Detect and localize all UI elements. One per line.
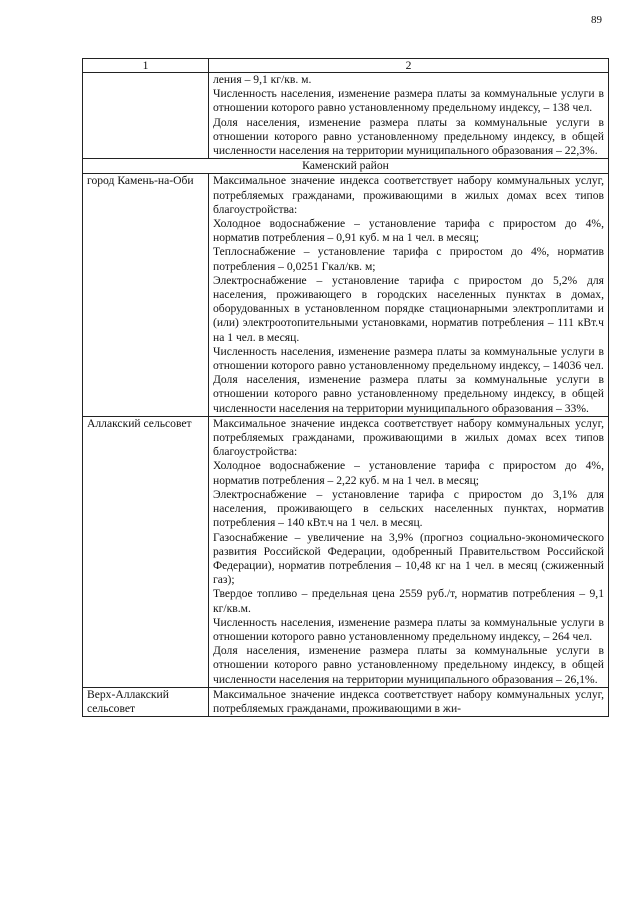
municipality-name-text: город Камень-на-Оби (87, 174, 194, 188)
paragraph: Газоснабжение – увеличение на 3,9% (прогноз социально-экономического развития Российской Федерации, одобренный Правительством Российской Федерации), норматив потребления – 10,48 кг на 1 чел. в месяц (сжиженный газ); (213, 530, 604, 587)
paragraph: Доля населения, изменение размера платы за коммунальные услуги в отношении которого равно установленному предельному индексу, в общей численности населения на территории муниципального образования – 33%. (213, 373, 604, 415)
paragraph: Электроснабжение – установление тарифа с приростом до 5,2% для населения, проживающего в городских населенных пунктах в домах, оборудованных в установленном порядке стационарными электроплитами и (или) электроотопительными установками, норматив потребления – 111 кВт.ч на 1 чел. в месяц. (213, 273, 604, 344)
paragraph: Холодное водоснабжение – установление тарифа с приростом до 4%, норматив потребления – 2,22 куб. м на 1 чел. в месяц; (213, 459, 604, 487)
paragraph: Теплоснабжение – установление тарифа с приростом до 4%, норматив потребления – 0,0251 Гкал/кв. м; (213, 245, 604, 273)
municipality-name (83, 416, 209, 687)
section-header-row (83, 159, 609, 174)
column-header-2: 2 (209, 59, 609, 73)
description-cell (209, 687, 609, 716)
paragraph: Численность населения, изменение размера платы за коммунальные услуги в отношении которого равно установленному предельному индексу, – 138 чел. (213, 87, 604, 115)
page-number: 89 (591, 14, 602, 26)
municipality-name-text: Верх-Аллакский сельсовет (87, 687, 169, 715)
paragraph: Максимальное значение индекса соответствует набору коммунальных услуг, потребляемых гражданами, проживающими в жилых домах всех типов благоустройства: (213, 416, 604, 459)
name-cell-empty (83, 73, 209, 159)
paragraph: Максимальное значение индекса соответствует набору коммунальных услуг, потребляемых гражданами, проживающими в жи- (213, 687, 604, 715)
paragraph: Холодное водоснабжение – установление тарифа с приростом до 4%, норматив потребления – 0,91 куб. м на 1 чел. в месяц; (213, 217, 604, 245)
table-row-continuation (83, 73, 609, 159)
tariff-table (82, 58, 609, 717)
municipality-name (83, 687, 209, 716)
paragraph: Доля населения, изменение размера платы за коммунальные услуги в отношении которого равно установленному предельному индексу, в общей численности населения на территории муниципального образования – 26,1%. (213, 644, 604, 686)
section-title: Каменский район (83, 159, 609, 174)
municipality-name (83, 174, 209, 416)
description-cell (209, 416, 609, 687)
paragraph: Доля населения, изменение размера платы за коммунальные услуги в отношении которого равно установленному предельному индексу, в общей численности населения на территории муниципального образования – 22,3%. (213, 115, 604, 158)
paragraph: Максимальное значение индекса соответствует набору коммунальных услуг, потребляемых гражданами, проживающими в жилых домах всех типов благоустройства: (213, 174, 604, 216)
paragraph: Численность населения, изменение размера платы за коммунальные услуги в отношении которого равно установленному предельному индексу, – 14036 чел. (213, 344, 604, 373)
column-header-1: 1 (83, 59, 209, 73)
table-row (83, 174, 609, 416)
continuation-cell (209, 73, 609, 159)
paragraph: Численность населения, изменение размера платы за коммунальные услуги в отношении которого равно установленному предельному индексу, – 264 чел. (213, 615, 604, 643)
table-header-row (83, 59, 609, 73)
municipality-name-text: Аллакский сельсовет (87, 416, 192, 430)
table-row (83, 687, 609, 716)
paragraph: Твердое топливо – предельная цена 2559 руб./т, норматив потребления – 9,1 кг/кв.м. (213, 587, 604, 615)
paragraph: Электроснабжение – установление тарифа с приростом до 3,1% для населения, проживающего в сельских населенных пунктах, норматив потребления – 140 кВт.ч на 1 чел. в месяц. (213, 487, 604, 530)
description-cell (209, 174, 609, 416)
table-row (83, 416, 609, 687)
paragraph: ления – 9,1 кг/кв. м. (213, 73, 312, 86)
